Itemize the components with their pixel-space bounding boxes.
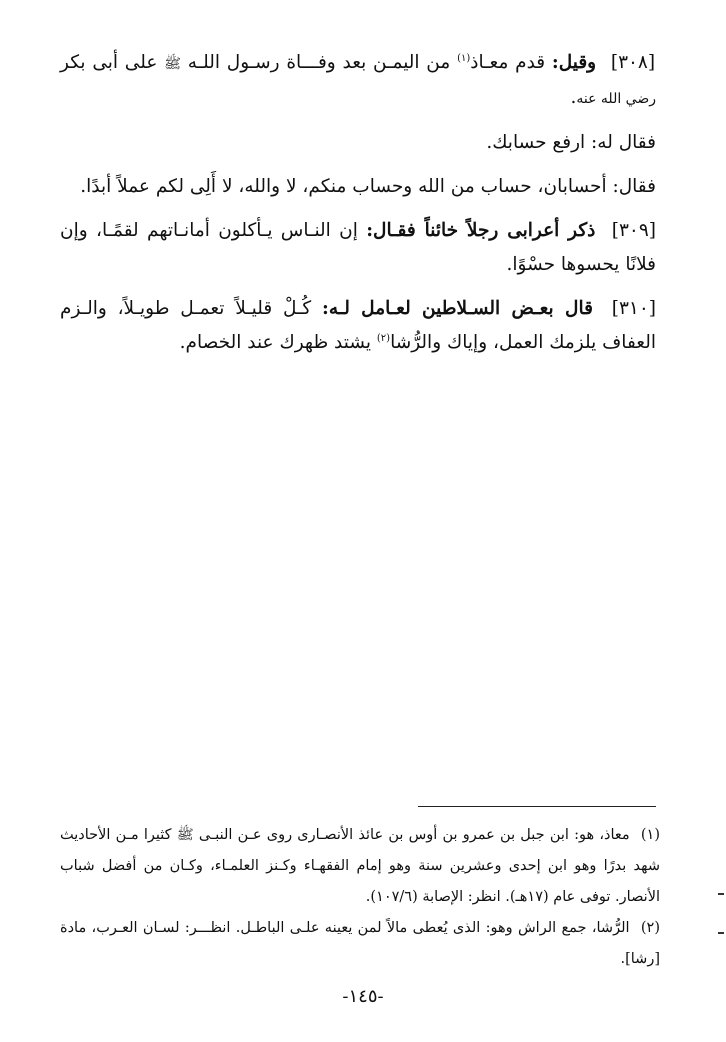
footnote-text: الرُّشا، جمع الراش وهو: الذى يُعطى مالاً لمن يعينه علـى الباطـل. انظـــر: لسـان العـرب، مادة [رشا]. [60, 920, 660, 967]
entry-number: [٣١٠] [611, 298, 656, 319]
footnote-2 [60, 913, 660, 975]
footnotes [60, 820, 660, 975]
entry-text: قدم معـاذ [470, 52, 546, 73]
footnote-1 [60, 820, 660, 913]
honorific-symbol: ﷺ [164, 56, 182, 72]
scan-mark [718, 932, 724, 934]
paragraph-reply [60, 126, 656, 160]
footnote-number: (٢) [640, 920, 661, 936]
entry-text: . [570, 87, 577, 108]
paragraph-309 [60, 214, 656, 282]
entry-text: على أبى بكر [60, 52, 158, 73]
entry-text: يشتد ظهرك عند الخصام. [179, 332, 371, 353]
entry-number: [٣٠٩] [611, 220, 656, 241]
entry-text: فقال له: ارفع حسابك. [486, 132, 656, 153]
footnote-ref-1: (١) [457, 52, 471, 64]
page-number: -١٤٥- [342, 986, 384, 1007]
paragraph-answer [60, 170, 656, 204]
entry-text: إن النـاس يـأكلون أمانـاتهم لقمًـا، وإن فلانًا يحسوها حسْوًا. [60, 220, 656, 275]
paragraph-308 [60, 46, 656, 116]
honorific-symbol: ﷺ [176, 827, 194, 843]
honorific-symbol: رضي الله عنه [576, 91, 656, 107]
entry-text: كُـلْ قليـلاً تعمـل طويـلاً، والـزم العفاف يلزمك العمل، وإياك والرُّشا [60, 298, 656, 353]
footnote-text: معاذ، هو: ابن جبل بن عمرو بن أوس بن عائذ الأنصـارى روى عـن النبـى [193, 827, 630, 843]
entry-lead: ذكر أعرابى رجلاً خائناً فقـال: [366, 220, 596, 241]
scan-mark [718, 893, 724, 895]
footnote-text: كثيرا مـن الأحاديث شهد بدرًا وهو ابن إحدى وعشرين سنة وهو إمام الفقهـاء وكـنز العلمـاء، وكـان من أفضل شباب الأنصار. توفى عام (١٧هـ). انظر: الإصابة (١٠٧/٦). [60, 827, 660, 905]
entry-lead: وقيل: [551, 52, 597, 73]
main-text [60, 46, 656, 370]
footnote-divider [418, 806, 656, 807]
entry-text: فقال: أحسابان، حساب من الله وحساب منكم، لا والله، لا أَلِى لكم عملاً أبدًا. [80, 176, 656, 197]
entry-text: من اليمـن بعد وفـــاة رسـول اللـه [181, 52, 451, 73]
paragraph-310 [60, 292, 656, 360]
entry-lead: قال بعـض السـلاطين لعـامل لـه: [322, 298, 593, 319]
entry-number: [٣٠٨] [610, 52, 656, 73]
footnote-ref-2: (٢) [376, 332, 391, 344]
footnote-number: (١) [640, 827, 660, 843]
